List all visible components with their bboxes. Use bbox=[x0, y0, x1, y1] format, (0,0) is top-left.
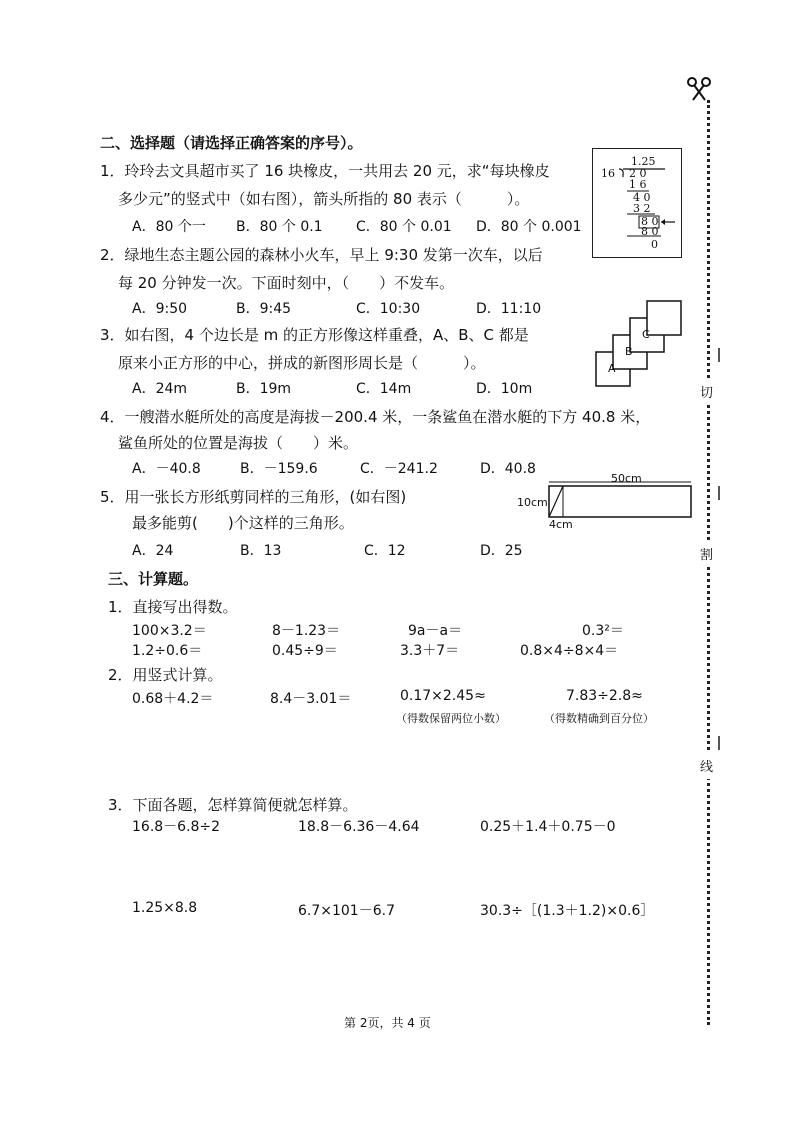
p2-item: 8.4－3.01＝ bbox=[270, 691, 352, 707]
p2-item: 0.68＋4.2＝ bbox=[132, 691, 214, 707]
p1-item: 1.2÷0.6＝ bbox=[132, 643, 203, 659]
q1-line1: 1．玲玲去文具超市买了 16 块橡皮，一共用去 20 元，求“每块橡皮 bbox=[100, 162, 550, 180]
division-step: 1 6 bbox=[629, 178, 647, 191]
square-center-c: C bbox=[642, 328, 650, 341]
q5-option-d: D．25 bbox=[480, 543, 523, 559]
square-center-b: B bbox=[625, 345, 633, 358]
division-step: 0 bbox=[651, 238, 658, 251]
q4-option-c: C．－241.2 bbox=[360, 461, 438, 477]
margin-mark bbox=[718, 736, 720, 750]
division-figure bbox=[592, 148, 682, 258]
p3-item: 16.8－6.8÷2 bbox=[132, 819, 221, 835]
q3-option-c: C．14m bbox=[356, 381, 412, 397]
q3-line1: 3．如右图，4 个边长是 m 的正方形像这样重叠，A、B、C 都是 bbox=[100, 326, 529, 344]
section2-title: 二、选择题（请选择正确答案的序号）。 bbox=[100, 134, 363, 152]
q5-option-a: A．24 bbox=[132, 543, 174, 559]
q2-line1: 2．绿地生态主题公园的森林小火车，早上 9:30 发第一次车，以后 bbox=[100, 246, 543, 264]
cut-char-2: 割 bbox=[700, 540, 713, 567]
q5-option-c: C．12 bbox=[364, 543, 406, 559]
division-step: 8 0 bbox=[641, 225, 659, 238]
q3-option-a: A．24m bbox=[132, 381, 188, 397]
q4-line2: 鲨鱼所处的位置是海拔（ ）米。 bbox=[118, 434, 359, 452]
cut-char-1: 切 bbox=[700, 378, 713, 405]
q4-line1: 4．一艘潜水艇所处的高度是海拔－200.4 米，一条鲨鱼在潜水艇的下方 40.8 米， bbox=[100, 408, 651, 426]
p1-item: 100×3.2＝ bbox=[132, 623, 207, 639]
p1-item: 0.45÷9＝ bbox=[272, 643, 338, 659]
p1-item: 0.3²＝ bbox=[582, 623, 624, 639]
margin-mark bbox=[718, 486, 720, 500]
q2-line2: 每 20 分钟发一次。下面时刻中，（ ）不发车。 bbox=[118, 274, 455, 292]
division-dividend: 2 0 bbox=[629, 167, 647, 180]
division-quotient: 1.25 bbox=[631, 155, 656, 168]
q5-option-b: B．13 bbox=[240, 543, 282, 559]
p3-item: 30.3÷［(1.3＋1.2)×0.6］ bbox=[480, 903, 655, 919]
q2-option-c: C．10:30 bbox=[356, 301, 421, 317]
q4-option-a: A．－40.8 bbox=[132, 461, 201, 477]
p1-item: 3.3＋7＝ bbox=[400, 643, 460, 659]
p1-item: 0.8×4÷8×4＝ bbox=[520, 643, 619, 659]
q3-line2: 原来小正方形的中心，拼成的新图形周长是（ ）。 bbox=[118, 354, 486, 372]
p2-title: 2．用竖式计算。 bbox=[108, 666, 223, 684]
q1-option-c: C．80 个 0.01 bbox=[356, 219, 452, 235]
q5-line2: 最多能剪( )个这样的三角形。 bbox=[132, 514, 354, 532]
p2-item: 7.83÷2.8≈ bbox=[566, 688, 643, 704]
cut-char-3: 线 bbox=[700, 752, 713, 779]
q2-option-b: B．9:45 bbox=[236, 301, 292, 317]
rect-height-label: 10cm bbox=[517, 496, 548, 509]
division-step: 3 2 bbox=[633, 202, 651, 215]
p1-item: 9a－a＝ bbox=[408, 623, 463, 639]
p1-item: 8－1.23＝ bbox=[272, 623, 341, 639]
page-number: 第 2页，共 4 页 bbox=[344, 1016, 431, 1030]
division-step: 4 0 bbox=[633, 191, 651, 204]
rectangle-figure bbox=[515, 472, 695, 532]
p1-title: 1．直接写出得数。 bbox=[108, 598, 238, 616]
q1-option-d: D．80 个 0.001 bbox=[476, 219, 582, 235]
p3-item: 6.7×101－6.7 bbox=[298, 903, 395, 919]
p2-item: 0.17×2.45≈ bbox=[400, 688, 486, 704]
q1-option-b: B．80 个 0.1 bbox=[236, 219, 323, 235]
section3-title: 三、计算题。 bbox=[108, 570, 199, 588]
p3-item: 0.25＋1.4＋0.75－0 bbox=[480, 819, 616, 835]
p3-title: 3．下面各题，怎样算简便就怎样算。 bbox=[108, 796, 358, 814]
p3-item: 18.8－6.36－4.64 bbox=[298, 819, 420, 835]
q2-option-a: A．9:50 bbox=[132, 301, 188, 317]
q3-option-d: D．10m bbox=[476, 381, 533, 397]
q4-option-b: B．－159.6 bbox=[240, 461, 318, 477]
q5-line1: 5．用一张长方形纸剪同样的三角形，(如右图) bbox=[100, 488, 407, 506]
p2-note-round: （得数保留两位小数） bbox=[396, 712, 506, 725]
p3-item: 1.25×8.8 bbox=[132, 900, 198, 916]
margin-mark bbox=[718, 348, 720, 362]
scissors-icon bbox=[686, 76, 714, 102]
p2-note-precision: （得数精确到百分位） bbox=[544, 712, 654, 725]
overlapping-squares-figure bbox=[595, 300, 687, 388]
division-arrow-target: 8 0 bbox=[641, 215, 659, 228]
q3-option-b: B．19m bbox=[236, 381, 292, 397]
square-center-a: A bbox=[608, 362, 616, 375]
q2-option-d: D．11:10 bbox=[476, 301, 542, 317]
q1-option-a: A．80 个一 bbox=[132, 219, 206, 235]
q1-line2: 多少元”的竖式中（如右图），箭头所指的 80 表示（ ）。 bbox=[118, 190, 530, 208]
rect-width-label: 50cm bbox=[611, 472, 642, 485]
q4-option-d: D．40.8 bbox=[480, 461, 536, 477]
triangle-base-label: 4cm bbox=[549, 518, 573, 531]
division-divisor: 16 bbox=[601, 167, 615, 180]
